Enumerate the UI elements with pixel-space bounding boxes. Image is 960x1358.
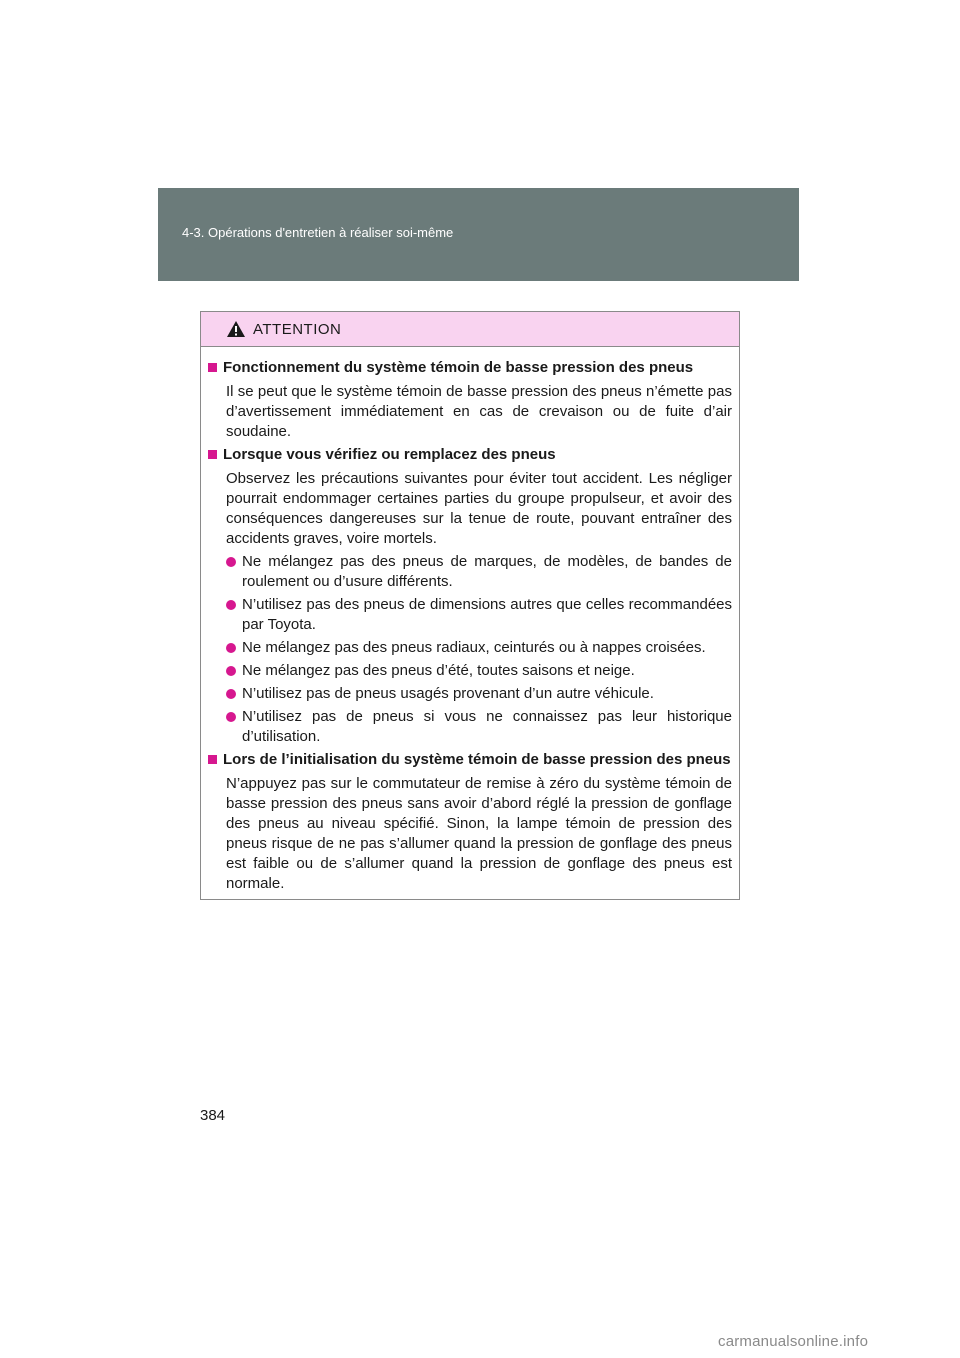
section-title: 4-3. Opérations d'entretien à réaliser soi-même — [182, 225, 454, 240]
square-bullet-icon — [208, 755, 217, 764]
header-band — [158, 188, 799, 281]
square-bullet-icon — [208, 363, 217, 372]
section-paragraph: Observez les précautions suivantes pour éviter tout accident. Les négliger pourrait endommager certaines parties du groupe propulseur, et avoir des conséquences dangereuses sur la tenue de route, pouvant entraîner des accidents graves, voire mortels. — [226, 470, 732, 547]
warning-box — [200, 311, 740, 900]
dot-bullet-icon — [226, 689, 236, 699]
warning-body — [201, 347, 739, 894]
square-bullet-icon — [208, 450, 217, 459]
list-item: N’utilisez pas de pneus si vous ne connaissez pas leur historique d’utilisation. — [226, 707, 732, 747]
section-heading: Fonctionnement du système témoin de basse pression des pneus — [208, 358, 732, 378]
dot-bullet-icon — [226, 643, 236, 653]
warning-triangle-icon — [226, 320, 246, 338]
page-number: 384 — [200, 1107, 226, 1124]
section-heading: Lors de l’initialisation du système témoin de basse pression des pneus — [208, 750, 732, 770]
list-item: Ne mélangez pas des pneus de marques, de modèles, de bandes de roulement ou d’usure différents. — [226, 552, 732, 592]
warning-header — [201, 312, 739, 347]
section-paragraph: N’appuyez pas sur le commutateur de remise à zéro du système témoin de basse pression des pneus sans avoir d’abord réglé la pression de gonflage des pneus au niveau spécifié. Sinon, la lampe témoin de pression des pneus risque de ne pas s’allumer quand la pression de gonflage des pneus est faible ou de s’allumer quand la pression de gonflage des pneus est normale. — [226, 775, 732, 892]
dot-bullet-icon — [226, 666, 236, 676]
list-item: Ne mélangez pas des pneus d’été, toutes saisons et neige. — [226, 661, 732, 681]
watermark-text: carmanualsonline.info — [718, 1333, 869, 1350]
warning-label: ATTENTION — [253, 320, 342, 338]
list-item: Ne mélangez pas des pneus radiaux, ceinturés ou à nappes croisées. — [226, 638, 732, 658]
list-item: N’utilisez pas de pneus usagés provenant d’un autre véhicule. — [226, 684, 732, 704]
dot-bullet-icon — [226, 600, 236, 610]
section-heading: Lorsque vous vérifiez ou remplacez des pneus — [208, 445, 732, 465]
dot-bullet-icon — [226, 712, 236, 722]
list-item: N’utilisez pas des pneus de dimensions autres que celles recommandées par Toyota. — [226, 595, 732, 635]
section-paragraph: Il se peut que le système témoin de basse pression des pneus n’émette pas d’avertissement immédiatement en cas de crevaison ou de fuite d’air soudaine. — [226, 383, 732, 440]
dot-bullet-icon — [226, 557, 236, 567]
